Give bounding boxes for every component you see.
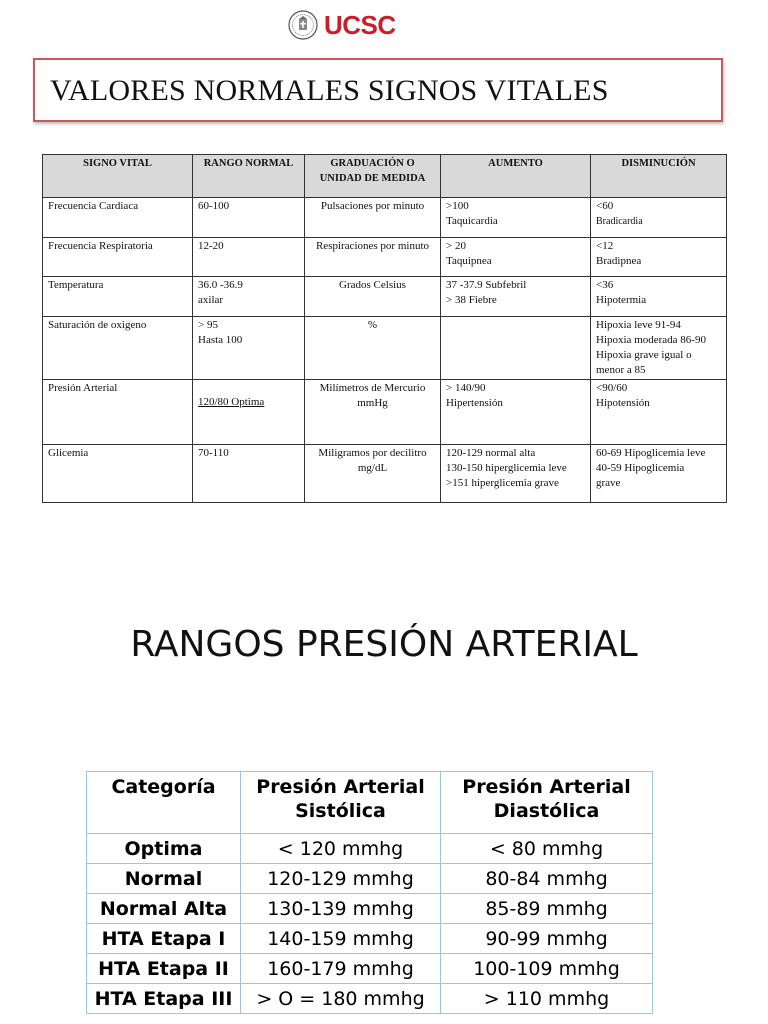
unit-cell: % bbox=[305, 317, 441, 380]
table-row bbox=[43, 277, 727, 317]
unit-cell: Respiraciones por minuto bbox=[305, 238, 441, 277]
decrease-cell: <60 Bradicardia bbox=[591, 198, 727, 238]
vital-signs-header-row bbox=[43, 155, 727, 198]
header-aumento: AUMENTO bbox=[441, 155, 591, 198]
category-cell: Normal bbox=[87, 864, 241, 894]
table-row bbox=[43, 198, 727, 238]
systolic-cell: > O = 180 mmhg bbox=[241, 984, 441, 1014]
increase-cell: 120-129 normal alta 130-150 hiperglicemia leve >151 hiperglicemia grave bbox=[441, 445, 591, 503]
table-row bbox=[87, 894, 653, 924]
title-box bbox=[33, 58, 723, 122]
range-cell: 36.0 -36.9 axilar bbox=[193, 277, 305, 317]
bp-header-row bbox=[87, 772, 653, 834]
header-graduacion: GRADUACIÓN O UNIDAD DE MEDIDA bbox=[305, 155, 441, 198]
university-seal-icon bbox=[288, 10, 318, 40]
category-cell: HTA Etapa I bbox=[87, 924, 241, 954]
decrease-cell: <36 Hipotermia bbox=[591, 277, 727, 317]
header-sistolica: Presión Arterial Sistólica bbox=[241, 772, 441, 834]
header-signo-vital: SIGNO VITAL bbox=[43, 155, 193, 198]
header-rango-normal: RANGO NORMAL bbox=[193, 155, 305, 198]
table-row bbox=[43, 380, 727, 445]
diastolic-cell: 100-109 mmhg bbox=[441, 954, 653, 984]
systolic-cell: 160-179 mmhg bbox=[241, 954, 441, 984]
diastolic-cell: 90-99 mmhg bbox=[441, 924, 653, 954]
table-row bbox=[43, 445, 727, 503]
systolic-cell: 120-129 mmhg bbox=[241, 864, 441, 894]
category-cell: Normal Alta bbox=[87, 894, 241, 924]
header-diastolica: Presión Arterial Diastólica bbox=[441, 772, 653, 834]
table-row bbox=[43, 238, 727, 277]
decrease-cell: Hipoxia leve 91-94 Hipoxia moderada 86-90 Hipoxia grave igual o menor a 85 bbox=[591, 317, 727, 380]
unit-cell: Pulsaciones por minuto bbox=[305, 198, 441, 238]
ucsc-logo bbox=[288, 8, 396, 42]
blood-pressure-table bbox=[86, 771, 653, 1014]
increase-cell: 37 -37.9 Subfebril > 38 Fiebre bbox=[441, 277, 591, 317]
systolic-cell: 140-159 mmhg bbox=[241, 924, 441, 954]
category-cell: HTA Etapa III bbox=[87, 984, 241, 1014]
increase-cell: > 20 Taquipnea bbox=[441, 238, 591, 277]
table-row bbox=[43, 317, 727, 380]
bp-section-heading: RANGOS PRESIÓN ARTERIAL bbox=[130, 624, 638, 665]
sign-cell: Saturación de oxigeno bbox=[43, 317, 193, 380]
unit-cell: Grados Celsius bbox=[305, 277, 441, 317]
range-cell: 12-20 bbox=[193, 238, 305, 277]
table-row bbox=[87, 864, 653, 894]
table-row bbox=[87, 834, 653, 864]
page-title: VALORES NORMALES SIGNOS VITALES bbox=[50, 74, 609, 107]
increase-cell bbox=[441, 317, 591, 380]
sign-cell: Glicemia bbox=[43, 445, 193, 503]
diastolic-cell: 80-84 mmhg bbox=[441, 864, 653, 894]
diastolic-cell: < 80 mmhg bbox=[441, 834, 653, 864]
category-cell: HTA Etapa II bbox=[87, 954, 241, 984]
header-categoria: Categoría bbox=[87, 772, 241, 834]
systolic-cell: < 120 mmhg bbox=[241, 834, 441, 864]
logo-wordmark: UCSC bbox=[324, 9, 396, 40]
category-cell: Optima bbox=[87, 834, 241, 864]
decrease-cell: <12 Bradipnea bbox=[591, 238, 727, 277]
range-cell: > 95 Hasta 100 bbox=[193, 317, 305, 380]
diastolic-cell: 85-89 mmhg bbox=[441, 894, 653, 924]
range-cell: 60-100 bbox=[193, 198, 305, 238]
unit-cell: Miligramos por decilitro mg/dL bbox=[305, 445, 441, 503]
decrease-cell: 60-69 Hipoglicemia leve 40-59 Hipoglicemia grave bbox=[591, 445, 727, 503]
sign-cell: Frecuencia Respiratoria bbox=[43, 238, 193, 277]
header-disminucion: DISMINUCIÓN bbox=[591, 155, 727, 198]
range-cell: 70-110 bbox=[193, 445, 305, 503]
table-row bbox=[87, 954, 653, 984]
increase-cell: > 140/90 Hipertensión bbox=[441, 380, 591, 445]
increase-cell: >100 Taquicardia bbox=[441, 198, 591, 238]
sign-cell: Presión Arterial bbox=[43, 380, 193, 445]
table-row bbox=[87, 924, 653, 954]
range-cell: 120/80 Optima bbox=[193, 380, 305, 445]
unit-cell: Milímetros de Mercurio mmHg bbox=[305, 380, 441, 445]
sign-cell: Temperatura bbox=[43, 277, 193, 317]
table-row bbox=[87, 984, 653, 1014]
sign-cell: Frecuencia Cardiaca bbox=[43, 198, 193, 238]
decrease-cell: <90/60 Hipotensión bbox=[591, 380, 727, 445]
systolic-cell: 130-139 mmhg bbox=[241, 894, 441, 924]
diastolic-cell: > 110 mmhg bbox=[441, 984, 653, 1014]
vital-signs-table bbox=[42, 154, 727, 503]
